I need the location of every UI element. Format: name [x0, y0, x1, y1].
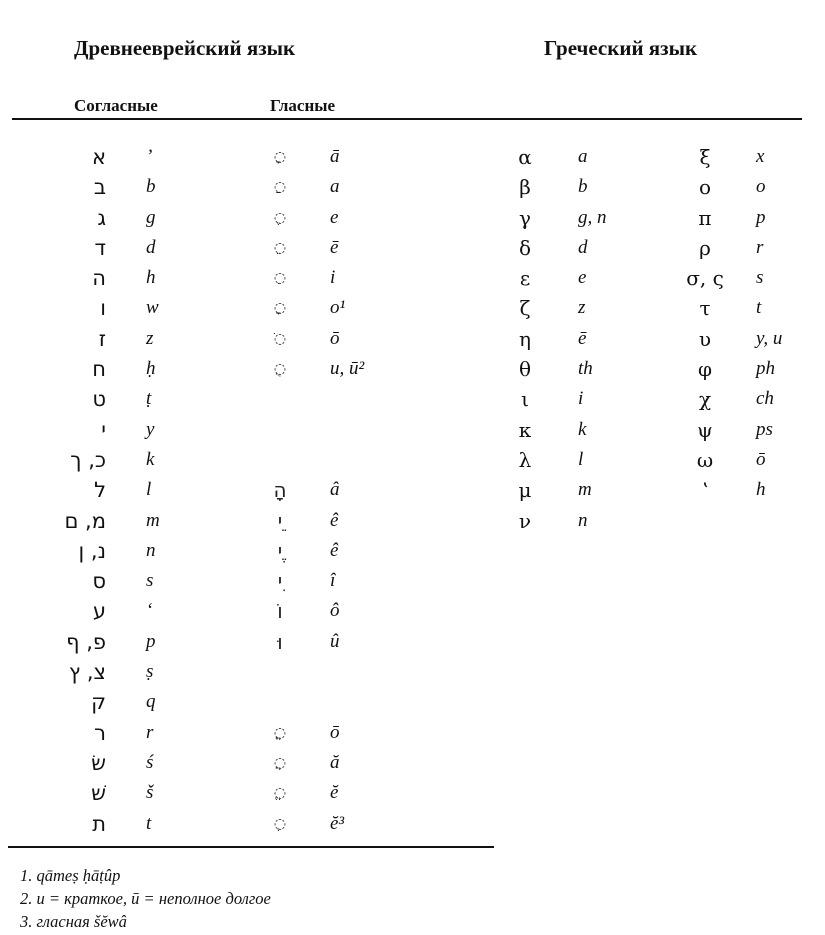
- vowel-translit: [330, 384, 410, 414]
- hebrew-consonant: מ, ם: [64, 508, 106, 533]
- vowel-sign: ◌ֲ: [273, 754, 287, 771]
- hebrew-consonant: ת: [92, 811, 106, 836]
- greek-letter: γ: [519, 205, 531, 230]
- consonant-translit: ʻ: [146, 600, 153, 622]
- vowel-translit: u, ū²: [330, 358, 365, 380]
- vowel-sign: ◌ֶ: [273, 209, 287, 226]
- vowel-sign: ◌ֹ: [273, 330, 287, 347]
- greek-letter: ο: [698, 175, 712, 200]
- vowel-sign: וּ: [277, 629, 283, 654]
- bottom-rule: [8, 846, 494, 848]
- vowel-translit: ê: [330, 539, 339, 561]
- consonant-translit: n: [146, 539, 156, 561]
- vowel-translit: ô: [330, 600, 340, 622]
- greek-letters-col2: [670, 142, 740, 506]
- vowel-translit: [330, 657, 410, 687]
- greek-title: Греческий язык: [544, 36, 698, 60]
- vowel-sign: ָה: [273, 478, 287, 503]
- consonant-translit: d: [146, 236, 156, 258]
- consonant-translit: ś: [146, 751, 154, 773]
- vowel-sign: [250, 415, 310, 445]
- vowel-translit: ā: [330, 146, 340, 167]
- greek-translit: a: [578, 146, 588, 167]
- vowel-sign: ◌ַ: [273, 179, 287, 196]
- hebrew-consonant: ב: [93, 175, 106, 200]
- vowel-sign: ◌ֳ: [273, 724, 287, 741]
- greek-letter: τ: [699, 296, 711, 321]
- vowel-translit: ō: [330, 327, 340, 349]
- footnote: 2. u = краткое, ū = неполное долгое: [20, 889, 271, 908]
- greek-translit: g, n: [578, 206, 607, 228]
- consonant-translit: q: [146, 691, 156, 713]
- vowel-sign: ◌ָ: [273, 300, 287, 317]
- hebrew-consonant: ע: [92, 599, 106, 624]
- consonant-translit: ṭ: [146, 388, 152, 410]
- vowel-sign: ◌ְ: [273, 815, 287, 832]
- greek-translit: s: [756, 267, 764, 289]
- vowel-sign: [250, 445, 310, 475]
- greek-translit: n: [578, 509, 588, 531]
- greek-translit: b: [578, 176, 588, 198]
- vowel-sign: ◌ֵ: [273, 239, 287, 256]
- hebrew-consonant-letters: [30, 142, 106, 839]
- consonant-translit: m: [146, 509, 160, 531]
- greek-translit: ē: [578, 327, 587, 349]
- greek-letter: μ: [518, 478, 532, 503]
- greek-letter: ω: [696, 447, 714, 472]
- consonant-translit: l: [146, 479, 152, 501]
- vowel-sign: ◌ֻ: [273, 361, 287, 378]
- vowel-translit: [330, 687, 410, 717]
- greek-translit: t: [756, 297, 762, 319]
- hebrew-consonant: ו: [100, 296, 106, 321]
- consonant-translit: k: [146, 448, 155, 470]
- greek-letter: ξ: [699, 145, 711, 169]
- vowel-translit: [330, 415, 410, 445]
- vowel-translit: e: [330, 206, 339, 228]
- greek-translit: i: [578, 388, 584, 410]
- greek-letter: β: [519, 175, 531, 200]
- consonant-translit: h: [146, 267, 156, 289]
- greek-translits-col1: [578, 142, 648, 536]
- consonant-translit: w: [146, 297, 159, 319]
- hebrew-consonant: י: [101, 417, 106, 442]
- hebrew-consonant: ק: [91, 690, 106, 715]
- greek-letter: κ: [518, 417, 532, 442]
- consonant-translit: y: [146, 418, 155, 440]
- consonant-translit: b: [146, 176, 156, 198]
- footnote: 1. qāmeṣ ḥāṭûp: [20, 866, 121, 885]
- greek-letter: ι: [521, 387, 529, 412]
- greek-translit: ps: [756, 418, 773, 440]
- greek-translit: x: [756, 146, 765, 167]
- vowel-translit: û: [330, 630, 340, 652]
- hebrew-consonant: ג: [97, 205, 106, 230]
- greek-letter: ʽ: [701, 478, 709, 503]
- vowel-translit: ê: [330, 509, 339, 531]
- hebrew-consonant: ס: [92, 569, 106, 594]
- hebrew-consonant: שׁ: [91, 781, 106, 806]
- hebrew-consonant: ר: [94, 720, 106, 745]
- greek-letter: π: [698, 205, 712, 230]
- hebrew-consonant: ז: [98, 326, 106, 351]
- vowel-translit: [330, 445, 410, 475]
- consonants-subheading: Согласные: [74, 96, 158, 115]
- consonant-translit: r: [146, 721, 154, 743]
- greek-translit: p: [756, 206, 766, 228]
- greek-letters-col1: [505, 142, 545, 536]
- vowel-translit: ĕ³: [330, 812, 345, 834]
- hebrew-consonant-translits: [146, 142, 216, 839]
- greek-translit: l: [578, 448, 584, 470]
- hebrew-vowel-translits: [330, 142, 410, 839]
- vowel-sign: ֵי: [277, 508, 283, 533]
- greek-translit: ch: [756, 388, 774, 410]
- greek-translit: ō: [756, 448, 766, 470]
- vowel-sign: ִי: [277, 569, 283, 594]
- greek-letter: ρ: [699, 235, 711, 260]
- greek-letter: α: [518, 145, 532, 169]
- vowel-translit: ē: [330, 236, 339, 258]
- greek-translit: m: [578, 479, 592, 501]
- consonant-translit: t: [146, 812, 152, 834]
- hebrew-consonant: שׂ: [91, 750, 106, 775]
- vowel-translit: ō: [330, 721, 340, 743]
- hebrew-consonant: פ, ף: [66, 629, 106, 654]
- vowel-translit: ĕ: [330, 782, 339, 804]
- hebrew-consonant: נ, ן: [78, 538, 106, 563]
- greek-letter: η: [519, 326, 531, 351]
- vowel-sign: ◌ֱ: [273, 785, 287, 802]
- vowel-translit: â: [330, 479, 340, 501]
- greek-translit: y, u: [756, 327, 783, 349]
- greek-letter: ψ: [697, 417, 713, 442]
- vowel-sign: וֹ: [277, 599, 283, 624]
- consonant-translit: š: [146, 782, 154, 804]
- greek-letter: χ: [698, 387, 712, 412]
- footnote: 3. гласная šĕwâ: [20, 912, 127, 931]
- vowel-sign: ֶי: [277, 538, 283, 563]
- greek-letter: φ: [697, 357, 712, 382]
- greek-letter: ν: [518, 508, 532, 533]
- vowel-sign: [250, 687, 310, 717]
- vowel-sign: [250, 384, 310, 414]
- greek-translit: th: [578, 358, 593, 380]
- top-rule: [12, 118, 802, 120]
- consonant-translit: s: [146, 570, 154, 592]
- greek-translits-col2: [756, 142, 816, 506]
- greek-letter: θ: [518, 357, 532, 382]
- vowel-sign: ◌ָ: [273, 149, 287, 165]
- greek-translit: k: [578, 418, 587, 440]
- hebrew-consonant: ד: [94, 235, 106, 260]
- greek-letter: ζ: [519, 296, 531, 321]
- greek-translit: o: [756, 176, 766, 198]
- vowel-sign: [250, 657, 310, 687]
- greek-letter: σ, ς: [686, 266, 724, 291]
- hebrew-consonant: ה: [92, 266, 106, 291]
- vowel-translit: î: [330, 570, 336, 592]
- greek-translit: z: [578, 297, 586, 319]
- vowel-translit: a: [330, 176, 340, 198]
- footnotes: [20, 864, 271, 933]
- hebrew-title: Древнееврейский язык: [74, 36, 296, 60]
- hebrew-consonant: ל: [94, 478, 106, 503]
- consonant-translit: g: [146, 206, 156, 228]
- hebrew-vowel-signs: [250, 142, 310, 839]
- greek-translit: h: [756, 479, 766, 501]
- greek-translit: r: [756, 236, 764, 258]
- consonant-translit: ṣ: [146, 661, 154, 683]
- greek-translit: d: [578, 236, 588, 258]
- vowels-subheading: Гласные: [270, 96, 336, 115]
- hebrew-consonant: א: [91, 145, 106, 169]
- consonant-translit: ʼ: [146, 146, 153, 167]
- vowel-sign: ◌ִ: [273, 270, 287, 287]
- hebrew-consonant: ט: [92, 387, 106, 412]
- hebrew-consonant: כ, ך: [70, 447, 106, 472]
- greek-translit: ph: [756, 358, 775, 380]
- hebrew-consonant: ח: [92, 357, 106, 382]
- consonant-translit: ḥ: [146, 358, 156, 380]
- vowel-translit: ă: [330, 751, 340, 773]
- greek-translit: e: [578, 267, 587, 289]
- vowel-translit: o¹: [330, 297, 346, 319]
- consonant-translit: z: [146, 327, 154, 349]
- greek-letter: λ: [518, 447, 532, 472]
- hebrew-consonant: צ, ץ: [68, 660, 106, 685]
- vowel-translit: i: [330, 267, 336, 289]
- consonant-translit: p: [146, 630, 156, 652]
- greek-letter: δ: [518, 235, 532, 260]
- greek-letter: ε: [519, 266, 531, 291]
- greek-letter: υ: [698, 326, 712, 351]
